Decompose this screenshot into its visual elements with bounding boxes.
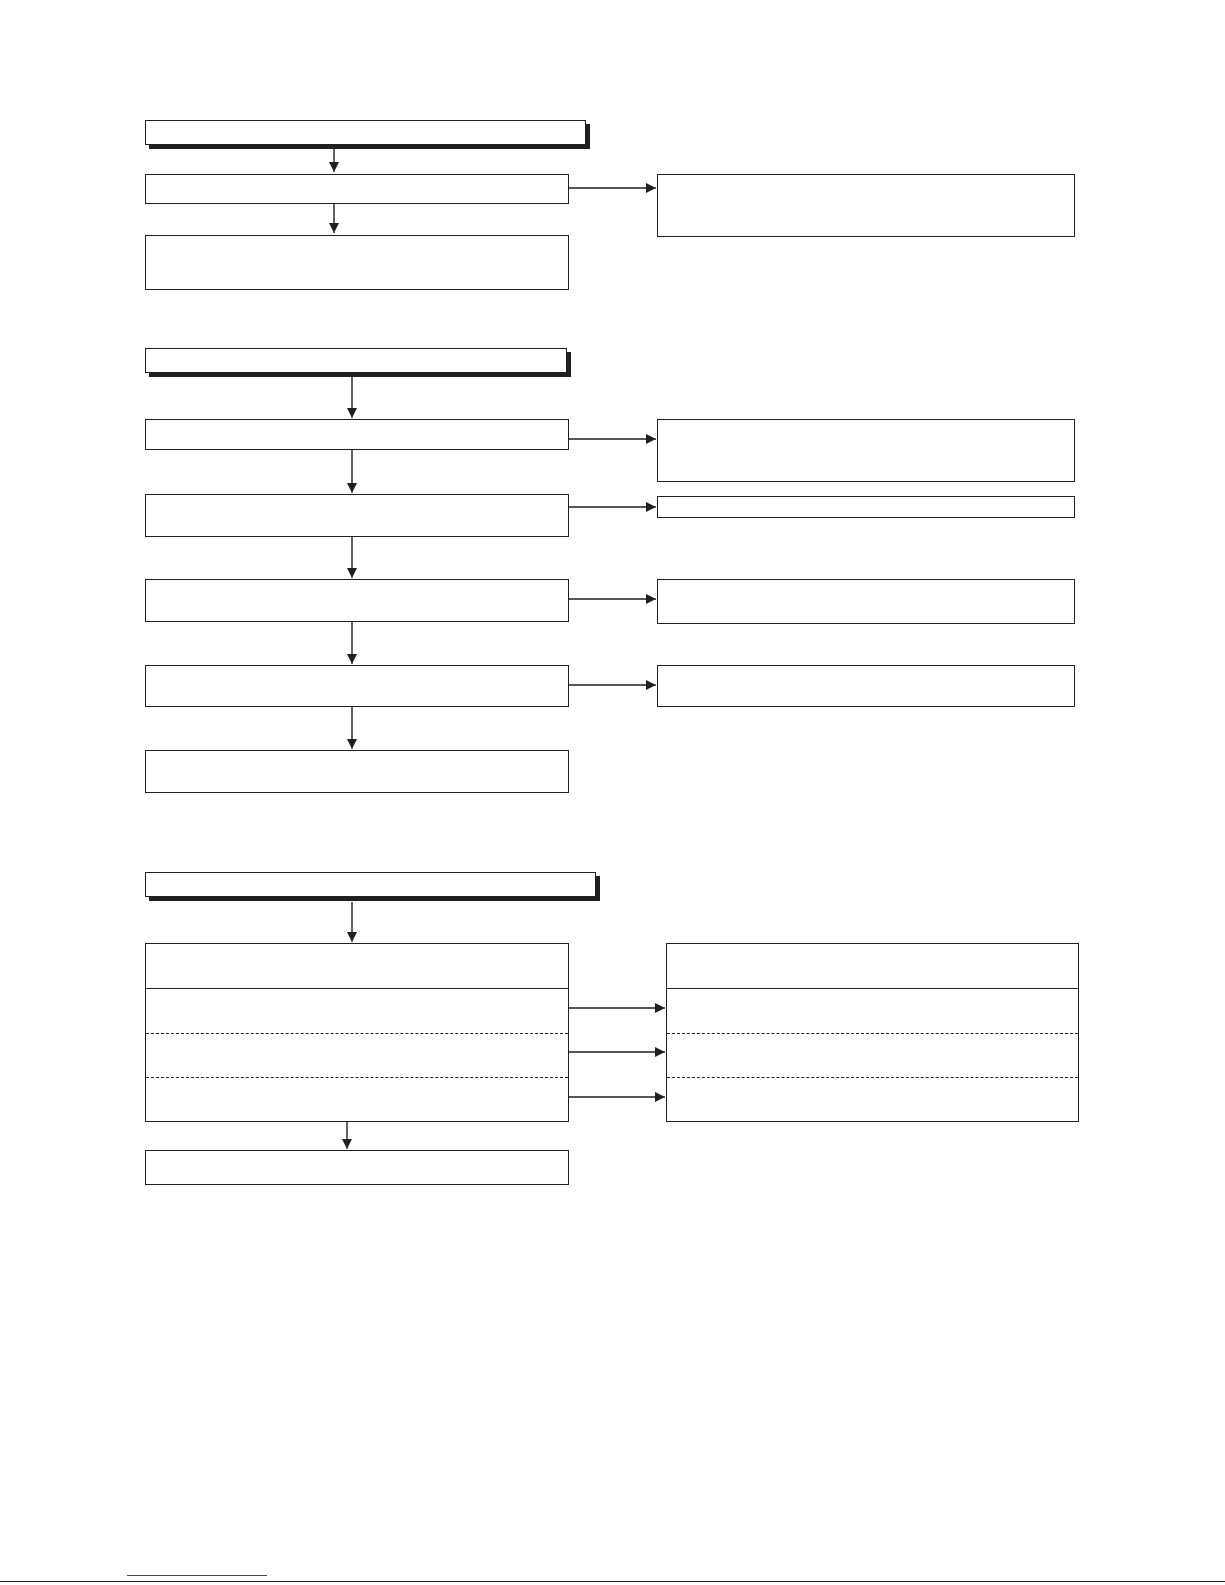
footer-rule [0, 1581, 1225, 1582]
section3-header [145, 872, 596, 897]
section3-right-row-1 [667, 944, 1078, 988]
section3-right-row-4 [667, 1078, 1078, 1122]
section3-left-row-1 [146, 944, 568, 988]
section3-left-row-3 [146, 1034, 568, 1078]
section1-step1-box [145, 174, 569, 204]
section3-right-row-2 [667, 989, 1078, 1033]
section2-step2-box [145, 494, 569, 537]
section3-right-row-3 [667, 1034, 1078, 1078]
section1-header [145, 120, 586, 145]
section3-left-row-2 [146, 989, 568, 1033]
section2-side-box-1 [657, 419, 1075, 482]
section3-left-row-4 [146, 1078, 568, 1122]
section2-side-box-2 [657, 496, 1075, 518]
section2-step4-box [145, 665, 569, 707]
section2-side-box-4 [657, 665, 1075, 707]
section3-final-step-box [145, 1150, 569, 1185]
section1-side-box-1 [657, 174, 1075, 237]
section3-right-table [666, 943, 1079, 1122]
section1-step2-box [145, 235, 569, 290]
section2-step3-box [145, 579, 569, 622]
footer-link[interactable] [127, 1575, 267, 1576]
section2-header [145, 348, 567, 373]
section2-step5-box [145, 750, 569, 793]
section3-left-table [145, 943, 569, 1122]
section2-side-box-3 [657, 579, 1075, 624]
section2-step1-box [145, 419, 569, 450]
